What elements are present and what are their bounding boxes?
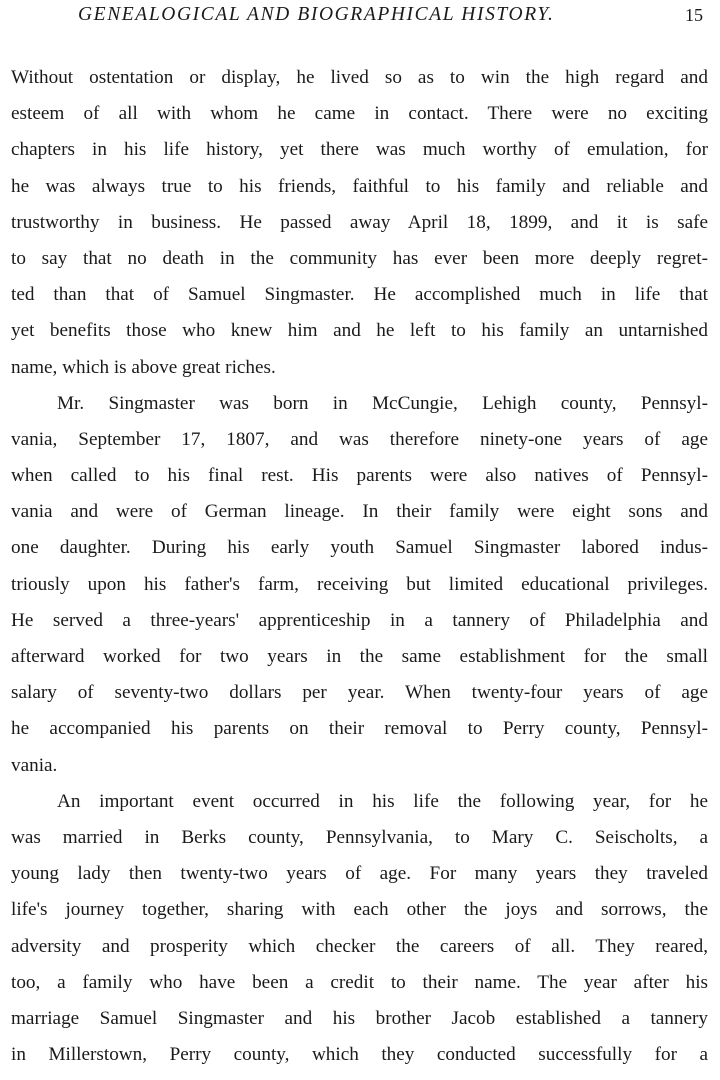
text-line: to say that no death in the community has ever been more deeply regret- [11,247,708,269]
text-line: marriage Samuel Singmaster and his brother Jacob established a tannery [11,1007,708,1029]
text-line: when called to his final rest. His parents were also natives of Pennsyl- [11,465,708,487]
text-line: vania and were of German lineage. In their family were eight sons and [11,501,708,523]
text-line: adversity and prosperity which checker the careers of all. They reared, [11,935,708,957]
text-line: Mr. Singmaster was born in McCungie, Lehigh county, Pennsyl- [57,392,708,414]
page-number: 15 [685,5,703,25]
text-line: He served a three-years' apprenticeship in a tannery of Philadelphia and [11,609,708,631]
text-line: ted than that of Samuel Singmaster. He accomplished much in life that [11,284,708,306]
text-line: An important event occurred in his life the following year, for he [57,790,708,812]
text-line: he was always true to his friends, faithful to his family and reliable and [11,175,708,197]
text-line: triously upon his father's farm, receiving but limited educational privileges. [11,573,708,595]
text-line: trustworthy in business. He passed away April 18, 1899, and it is safe [11,211,708,233]
text-line: chapters in his life history, yet there was much worthy of emulation, for [11,139,708,161]
text-line: name, which is above great riches. [11,356,276,378]
text-line: in Millerstown, Perry county, which they conducted successfully for a [11,1044,708,1066]
text-line: one daughter. During his early youth Samuel Singmaster labored indus- [11,537,708,559]
text-line: yet benefits those who knew him and he left to his family an untarnished [11,320,708,342]
text-line: salary of seventy-two dollars per year. When twenty-four years of age [11,682,708,704]
text-line: was married in Berks county, Pennsylvania, to Mary C. Seischolts, a [11,826,708,848]
body-text [11,60,708,1073]
text-line: young lady then twenty-two years of age. For many years they traveled [11,863,708,885]
text-line: life's journey together, sharing with each other the joys and sorrows, the [11,899,708,921]
text-line: vania, September 17, 1807, and was therefore ninety-one years of age [11,428,708,450]
text-line: Without ostentation or display, he lived so as to win the high regard and [11,67,708,88]
text-line: too, a family who have been a credit to their name. The year after his [11,971,708,993]
text-line: he accompanied his parents on their removal to Perry county, Pennsyl- [11,718,708,740]
running-head [0,4,720,32]
running-title: GENEALOGICAL AND BIOGRAPHICAL HISTORY. [78,4,555,25]
text-line: vania. [11,754,58,776]
text-line: afterward worked for two years in the same establishment for the small [11,646,708,667]
text-line: esteem of all with whom he came in contact. There were no exciting [11,103,708,125]
